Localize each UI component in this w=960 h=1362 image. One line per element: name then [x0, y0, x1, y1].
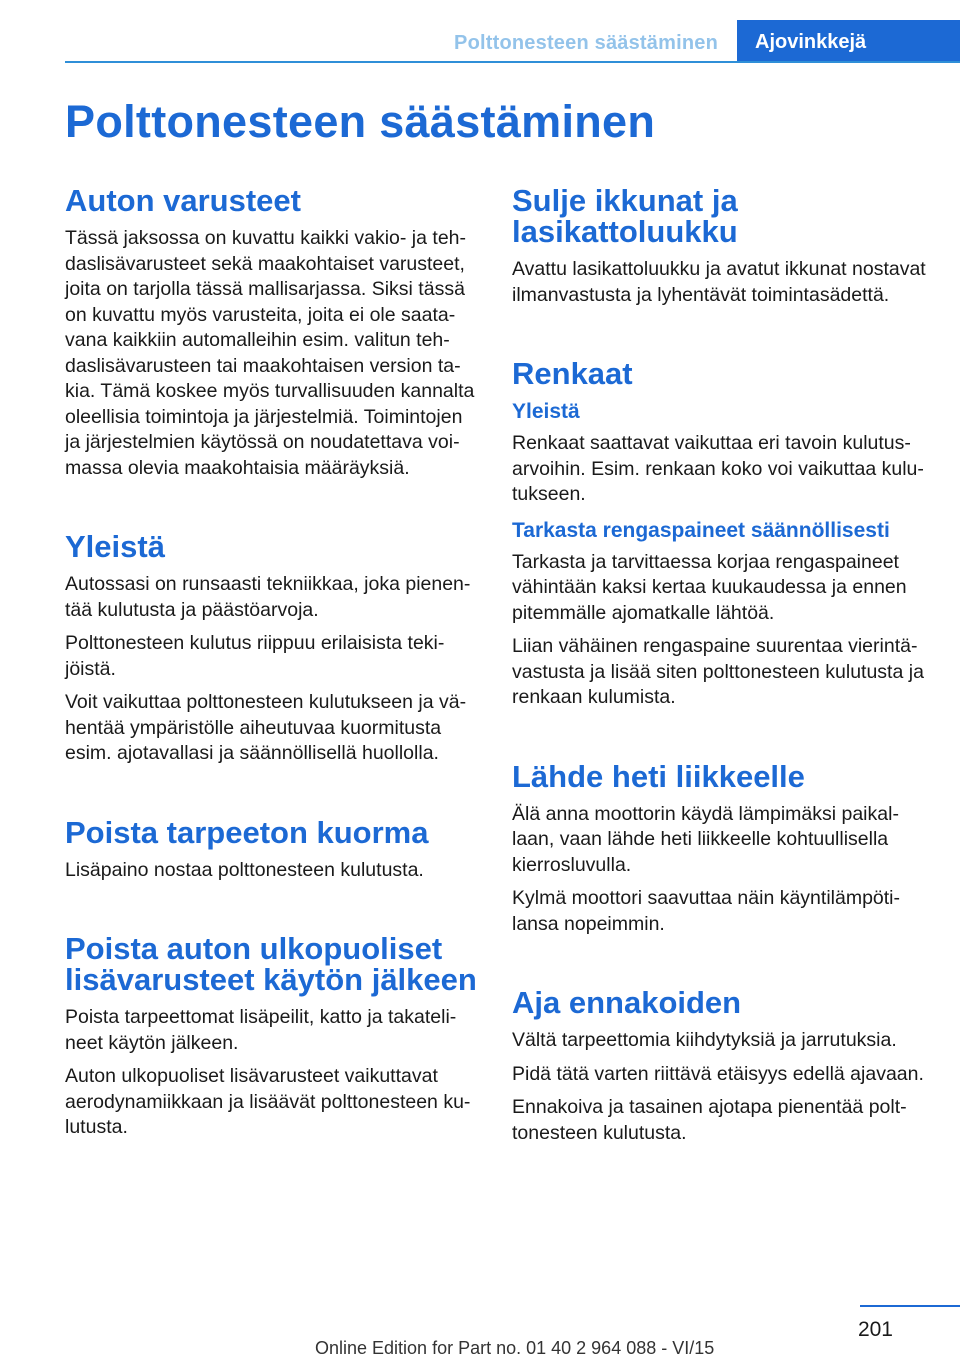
equipment-body: Tässä jaksossa on kuvattu kaikki vakio- ja tehdaslisävarusteet sekä maakohtaiset varusteet, joita on tarjolla tässä mallisarjassa. Siksi tässä on kuvattu myös varusteita, joita ei ole saatavana kaikkiin automalleihin esim. valitun tehdaslisävarusteen tai maakohtaisen version takia. Tämä koskee myös turvallisuuden kannalta oleellisia toimintoja ja järjestelmiä. Toimintojen ja järjestelmien käytössä on noudatettava voimassa olevia maakohtaisia määräyksiä.: [65, 227, 475, 479]
accessories-p2: Auton ulkopuoliset lisävarusteet vaikuttavat aerodynamiikkaan ja lisäävät polttonesteen kulutusta.: [65, 1065, 471, 1138]
general-p1: Autossasi on runsaasti tekniikkaa, joka pienentää kulutusta ja päästöarvoja.: [65, 573, 471, 621]
footer-edition-note: Online Edition for Part no. 01 40 2 964 088 - VI/15: [315, 1338, 715, 1358]
windows-p1: Avattu lasikattoluukku ja avatut ikkunat nostavat ilmanvastusta ja lyhentävät toimintasädettä.: [512, 258, 926, 306]
page-title: Polttonesteen säästäminen: [65, 96, 656, 147]
load-p1: Lisäpaino nostaa polttonesteen kulutusta.: [65, 858, 424, 881]
header-rule: [65, 61, 960, 63]
heading-remove-load: Poista tarpeeton kuorma: [65, 814, 429, 850]
left-column: [65, 185, 480, 1141]
anticipate-p1: Vältä tarpeettomia kiihdytyksiä ja jarrutuksia.: [512, 1029, 897, 1051]
heading-anticipate: Aja ennakoiden: [512, 985, 742, 1020]
header-chapter-tab: Ajovinkkejä: [737, 20, 960, 63]
header-section-title: Polttonesteen säästäminen: [454, 32, 718, 54]
page-header: [0, 0, 960, 62]
anticipate-p2: Pidä tätä varten riittävä etäisyys edellä ajavaan.: [512, 1062, 924, 1085]
subheading-tyres-general: Yleistä: [512, 400, 580, 423]
page-number: 201: [857, 1318, 893, 1341]
heading-general: Yleistä: [65, 529, 165, 564]
heading-equipment: Auton varusteet: [65, 183, 301, 218]
heading-tyres: Renkaat: [512, 356, 633, 391]
anticipate-p3: Ennakoiva ja tasainen ajotapa pienentää polttonesteen kulutusta.: [512, 1096, 907, 1144]
pressure-p1: Tarkasta ja tarvittaessa korjaa rengaspaineet vähintään kaksi kertaa kuukaudessa ja ennen pitemmälle ajomatkalle lähtöä.: [512, 550, 907, 624]
subheading-check-pressure: Tarkasta rengaspaineet säännöllisesti: [512, 518, 890, 542]
start-p1: Älä anna moottorin käydä lämpimäksi paikallaan, vaan lähde heti liikkeelle kohtuullisella kierrosluvulla.: [512, 802, 899, 876]
general-p3: Voit vaikuttaa polttonesteen kulutukseen ja vähentää ympäristölle aiheutuvaa kuormitusta esim. ajotavallasi ja säännöllisellä huollolla.: [65, 691, 467, 764]
footer-rule: [860, 1305, 960, 1307]
general-p2: Polttonesteen kulutus riippuu erilaisista tekijöistä.: [65, 632, 445, 680]
tyres-general-body: Renkaat saattavat vaikuttaa eri tavoin kulutusarvoihin. Esim. renkaan koko voi vaikuttaa kulutukseen.: [512, 432, 924, 505]
pressure-p2: Liian vähäinen rengaspaine suurentaa vierintävastusta ja lisää siten polttonesteen kulutusta ja renkaan kulumista.: [512, 635, 924, 708]
accessories-p1: Poista tarpeettomat lisäpeilit, katto ja takatelineet käytön jälkeen.: [65, 1006, 457, 1054]
heading-close-windows: Sulje ikkunat ja lasikattoluukku: [512, 183, 738, 249]
start-p2: Kylmä moottori saavuttaa näin käyntilämpötilansa nopeimmin.: [512, 887, 901, 935]
heading-start-immediately: Lähde heti liikkeelle: [512, 758, 805, 794]
heading-remove-accessories: Poista auton ulkopuoliset lisävarusteet käytön jälkeen: [65, 931, 477, 997]
right-column: [512, 185, 932, 1146]
